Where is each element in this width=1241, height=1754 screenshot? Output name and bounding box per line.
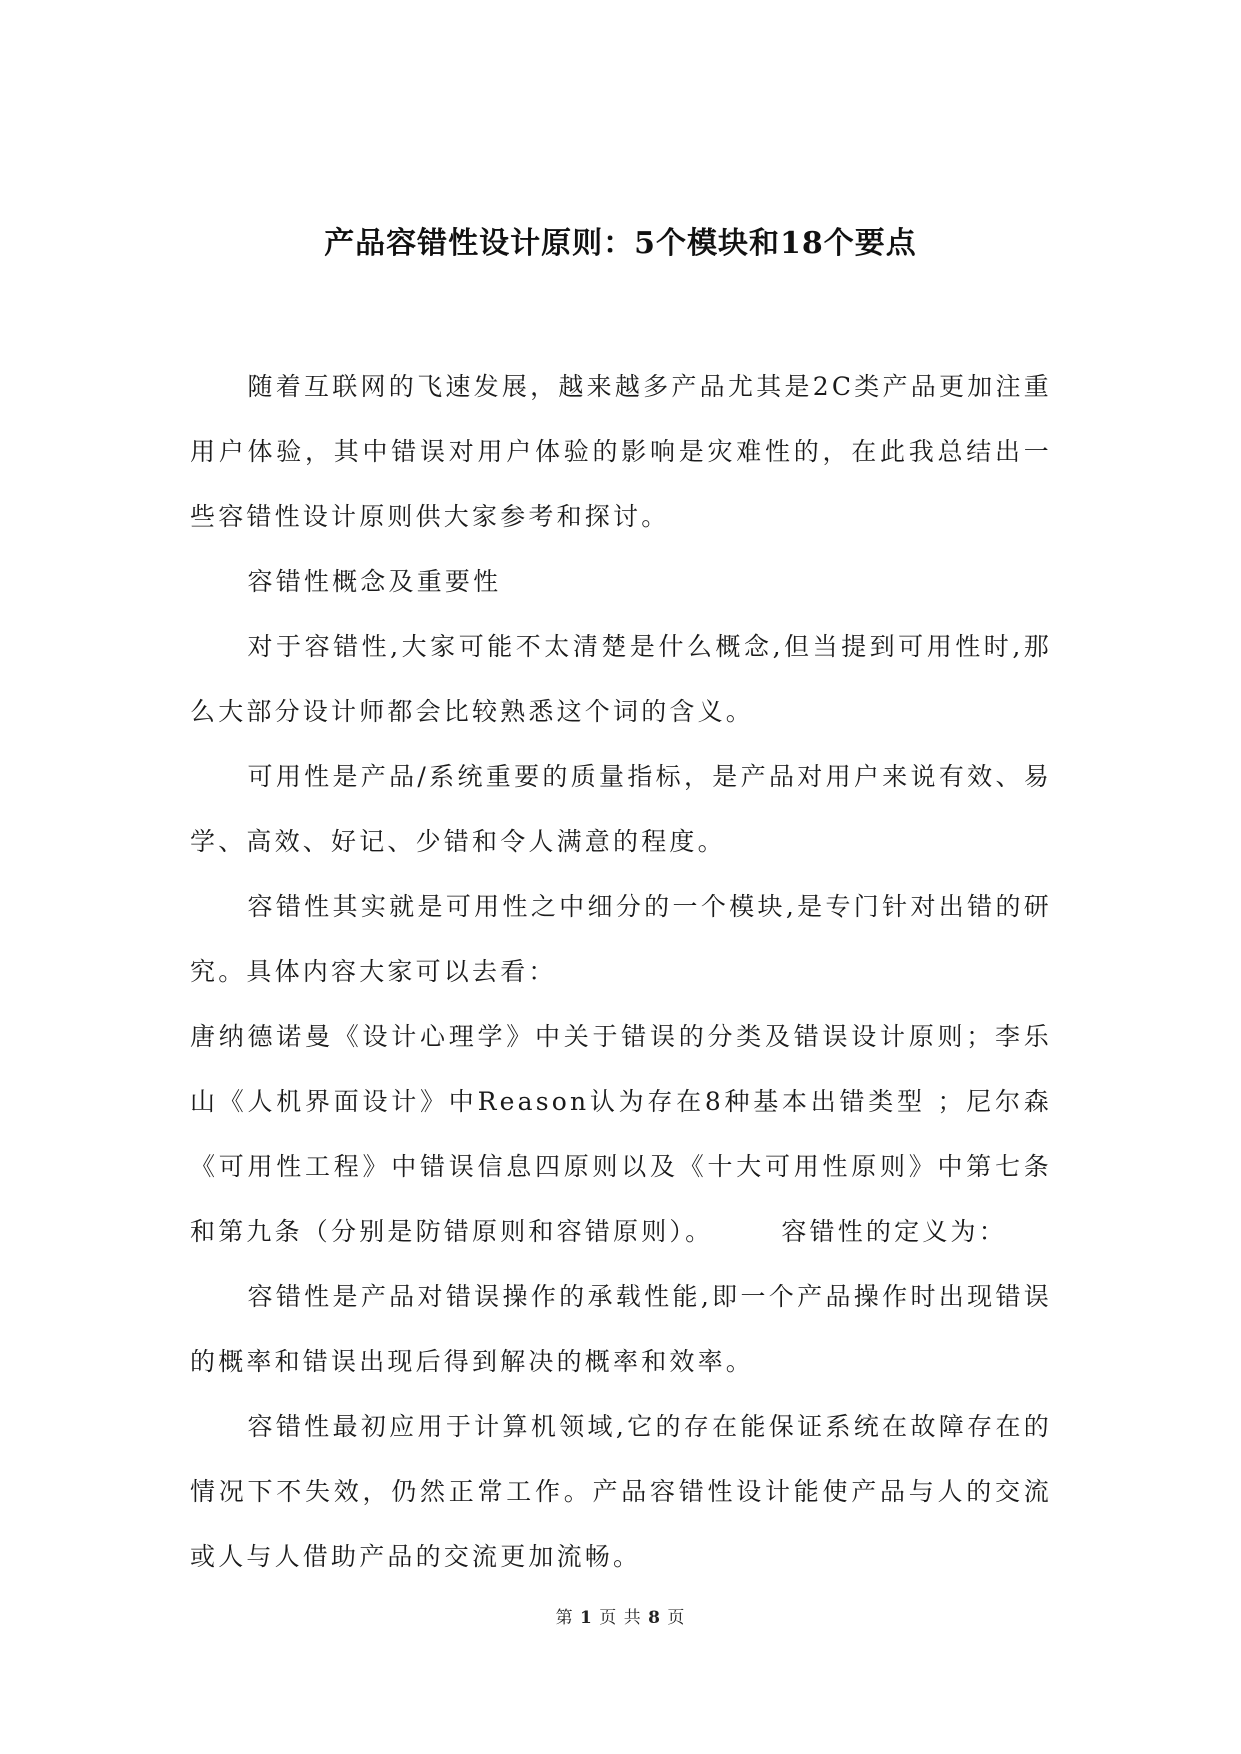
footer-prefix: 第 [555,1608,574,1628]
footer-suffix: 页 [667,1608,686,1628]
current-page-number: 1 [580,1608,593,1628]
total-pages-number: 8 [648,1608,661,1628]
intro-paragraph: 随着互联网的飞速发展，越来越多产品尤其是2C类产品更加注重用户体验，其中错误对用户体验的影响是灾难性的，在此我总结出一些容错性设计原则供大家参考和探讨。 [190,372,1052,531]
section-heading: 容错性概念及重要性 [247,567,502,596]
footer-middle: 页 共 [599,1608,642,1628]
body-paragraph: 容错性最初应用于计算机领域,它的存在能保证系统在故障存在的情况下不失效，仍然正常工作。产品容错性设计能使产品与人的交流或人与人借助产品的交流更加流畅。 [190,1412,1052,1571]
document-title: 产品容错性设计原则：5个模块和18个要点 [324,226,917,261]
document-body [190,354,1052,1589]
body-paragraph: 容错性其实就是可用性之中细分的一个模块,是专门针对出错的研究。具体内容大家可以去看： [190,892,1052,986]
reference-paragraph [190,1004,1052,1264]
reference-text: 唐纳德诺曼《设计心理学》中关于错误的分类及错误设计原则；李乐山《人机界面设计》中Reason认为存在8种基本出错类型 ；尼尔森《可用性工程》中错误信息四原则以及《十大可用性原则》中第七条和第九条（分别是防错原则和容错原则）。 [190,1022,1052,1246]
page-footer [0,1606,1241,1630]
definition-lead: 容错性的定义为： [781,1217,1007,1246]
body-paragraph: 容错性是产品对错误操作的承载性能,即一个产品操作时出现错误的概率和错误出现后得到解决的概率和效率。 [190,1282,1052,1376]
body-paragraph: 可用性是产品/系统重要的质量指标，是产品对用户来说有效、易学、高效、好记、少错和令人满意的程度。 [190,762,1052,856]
body-paragraph: 对于容错性,大家可能不太清楚是什么概念,但当提到可用性时,那么大部分设计师都会比较熟悉这个词的含义。 [190,632,1052,726]
